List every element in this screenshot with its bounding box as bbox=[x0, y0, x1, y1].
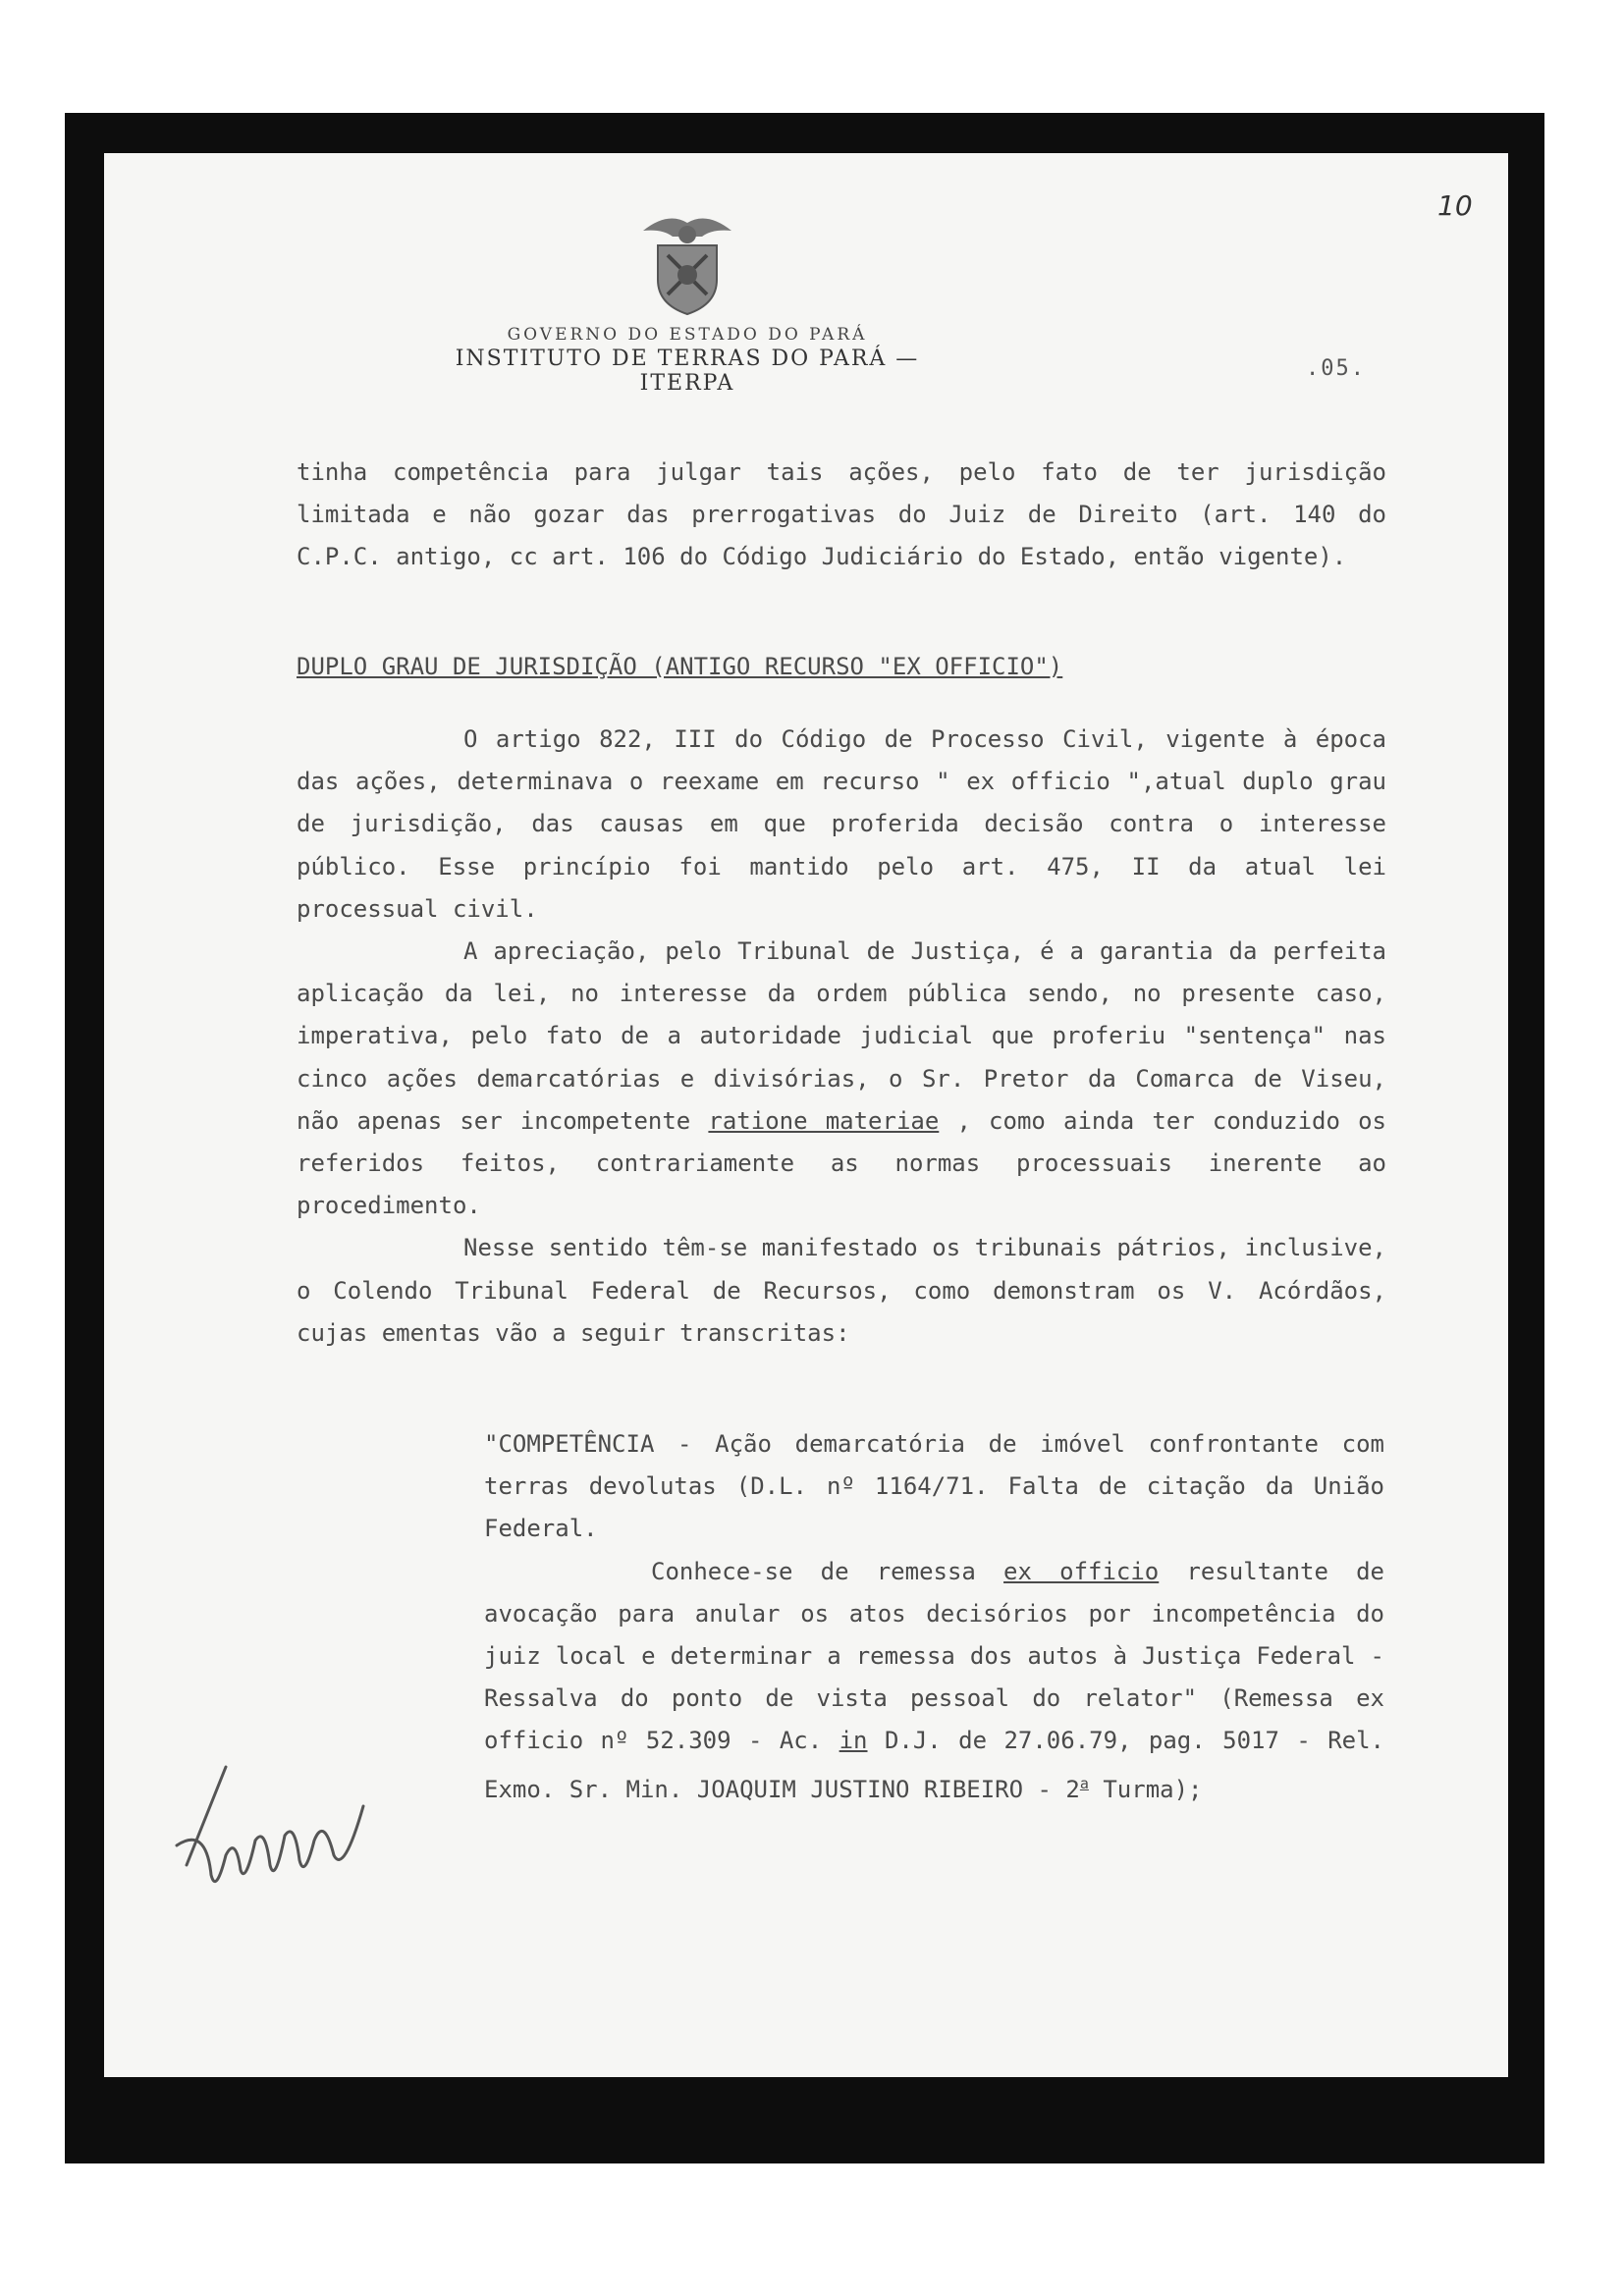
quote-paragraph-2 bbox=[484, 1551, 1384, 1811]
quoted-ementa bbox=[484, 1423, 1384, 1811]
paragraph-text: tinha competência para julgar tais ações, pelo fato de ter jurisdição limitada e não gozar das prerrogativas do Juiz de Direito (art. 140 do C.P.C. antigo, cc art. 106 do Código Judiciário do Estado, então vigente). bbox=[297, 458, 1386, 571]
latin-term: ex officio bbox=[1003, 1557, 1160, 1585]
quote-text: resultante de avocação para anular os atos decisórios por incompetência do juiz local e determinar a remessa dos autos à Justiça Federal - Ressalva do ponto de vista pessoal do relator" (Remessa ex officio nº 52.309 - Ac. bbox=[484, 1557, 1384, 1755]
latin-term: in bbox=[839, 1727, 868, 1755]
handwritten-signature bbox=[167, 1747, 393, 1914]
latin-term: ratione materiae bbox=[708, 1106, 940, 1135]
paragraph-2-continuation: , como ainda ter conduzido os referidos feitos, contrariamente as normas processuais inerente ao procedimento. bbox=[297, 1106, 1386, 1220]
quote-line-1: "COMPETÊNCIA - Ação demarcatória de imóvel confrontante com terras devolutas (D.L. nº 1164/71. Falta de citação da União Federal. bbox=[484, 1430, 1384, 1543]
paragraph-2-text: A apreciação, pelo Tribunal de Justiça, é a garantia da perfeita aplicação da lei, no interesse da ordem pública sendo, no presente caso, imperativa, pelo fato de a autoridade judicial que proferiu "sentença" nas cinco ações demarcatórias e divisórias, o Sr. Pretor da Comarca de Viseu, não apenas ser incompetente bbox=[297, 937, 1386, 1135]
institute-name: INSTITUTO DE TERRAS DO PARÁ — ITERPA bbox=[455, 347, 920, 396]
letterhead bbox=[412, 201, 962, 396]
handwritten-page-number: 10 bbox=[1437, 189, 1473, 222]
section-heading: DUPLO GRAU DE JURISDIÇÃO (ANTIGO RECURSO "EX OFFICIO") bbox=[297, 653, 1063, 680]
intro-paragraph bbox=[297, 452, 1386, 579]
main-body bbox=[297, 719, 1386, 1355]
quote-text: Conhece-se de remessa bbox=[651, 1557, 976, 1585]
sheet-number: .05. bbox=[1306, 356, 1366, 381]
quote-text: D.J. de 27.06.79, pag. 5017 - Rel. Exmo. Sr. Min. JOAQUIM JUSTINO RIBEIRO - 2 bbox=[484, 1727, 1384, 1803]
paragraph-3: Nesse sentido têm-se manifestado os tribunais pátrios, inclusive, o Colendo Tribunal Federal de Recursos, como demonstram os V. Acórdãos, cujas ementas vão a seguir transcritas: bbox=[297, 1234, 1386, 1347]
coat-of-arms-icon bbox=[633, 201, 741, 319]
paragraph-1: O artigo 822, III do Código de Processo Civil, vigente à época das ações, determinava o reexame em recurso " ex officio ",atual duplo grau de jurisdição, das causas em que proferida decisão contra o interesse público. Esse princípio foi mantido pelo art. 475, II da atual lei processual civil. bbox=[297, 725, 1386, 923]
government-name: GOVERNO DO ESTADO DO PARÁ bbox=[507, 325, 868, 345]
quote-text: Turma); bbox=[1088, 1775, 1203, 1803]
paragraph-2 bbox=[297, 931, 1386, 1227]
ordinal-indicator: a bbox=[1079, 1774, 1089, 1792]
